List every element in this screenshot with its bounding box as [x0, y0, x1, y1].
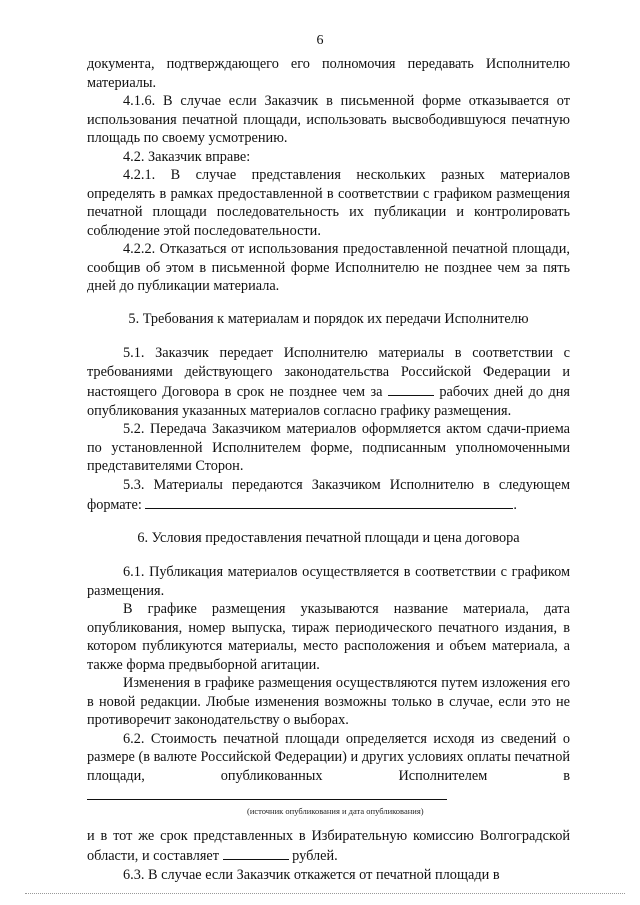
clause-5-1-text-b: рабочих дней до дня опубликования указанных материалов согласно графику размещения.	[87, 384, 570, 419]
source-hint-row	[87, 806, 570, 827]
document-body	[87, 55, 570, 884]
clause-6-2	[87, 730, 570, 806]
section-5-heading: 5. Требования к материалам и порядок их передачи Исполнителю	[128, 310, 529, 327]
clause-5-3-end: .	[513, 497, 517, 513]
clause-4-2-2: 4.2.2. Отказаться от использования предоставленной печатной площади, сообщив об этом в письменной форме Исполнителю не позднее чем за пять дней до публикации материала.	[87, 241, 570, 294]
clause-5-1-text-a: 5.1. Заказчик передает Исполнителю материалы в соответствии с требованиями действующего законодательства Российской Федерации и настоящего Договора в срок не позднее чем за	[87, 345, 570, 400]
scan-edge-line	[25, 893, 625, 896]
clause-5-3-text: 5.3. Материалы передаются Заказчиком Исполнителю в следующем формате:	[87, 476, 570, 513]
clause-6-2-text-a: 6.2. Стоимость печатной площади определяется исходя из сведений о размере (в валюте Российской Федерации) и других условиях оплаты печатной площади, опубликованных Исполнителем в	[87, 730, 570, 784]
section-6-heading: 6. Условия предоставления печатной площади и цена договора	[137, 529, 520, 546]
blank-days-field[interactable]	[388, 381, 434, 396]
paragraph-continuation: документа, подтверждающего его полномочия передавать Исполнителю материалы.	[87, 56, 570, 91]
clause-5-3	[87, 476, 570, 515]
clause-6-2-continuation	[87, 827, 570, 866]
clause-6-2-text-c: рублей.	[292, 848, 338, 864]
clause-6-2-text-b: и в тот же срок представленных в Избирательную комиссию Волгоградской области, и составляет	[87, 827, 570, 864]
blank-format-field[interactable]	[145, 494, 513, 509]
clause-6-1: 6.1. Публикация материалов осуществляется в соответствии с графиком размещения.	[87, 564, 570, 599]
source-hint: (источник опубликования и дата опубликования)	[247, 805, 424, 816]
clause-5-1	[87, 344, 570, 420]
clause-5-2: 5.2. Передача Заказчиком материалов оформляется актом сдачи-приема по установленной Исполнителем форме, подписанным уполномоченными представителями Сторон.	[87, 421, 570, 474]
clause-6-3: 6.3. В случае если Заказчик откажется от печатной площади в	[123, 866, 500, 883]
clause-6-1-schedule: В графике размещения указываются название материала, дата опубликования, номер выпуска, тираж периодического печатного издания, в котором публикуются материалы, место расположения и объем материала, а также форма предвыборной агитации.	[87, 601, 570, 673]
clause-4-2: 4.2. Заказчик вправе:	[123, 148, 251, 165]
clause-4-1-6: 4.1.6. В случае если Заказчик в письменной форме отказывается от использования печатной площади, использовать высвободившуюся печатную площадь по своему усмотрению.	[87, 93, 570, 146]
page-number: 6	[316, 33, 324, 48]
blank-source-field[interactable]	[87, 785, 447, 800]
clause-4-2-1: 4.2.1. В случае представления нескольких разных материалов определять в рамках предоставленной в соответствии с графиком размещения печатной площади последовательность их публикации и контролировать соблюдение этой последовательности.	[87, 167, 570, 239]
blank-price-field[interactable]	[223, 845, 289, 860]
clause-6-1-changes: Изменения в графике размещения осуществляются путем изложения его в новой редакции. Любые изменения возможны только в случае, если это не противоречит законодательству о выборах.	[87, 675, 570, 728]
